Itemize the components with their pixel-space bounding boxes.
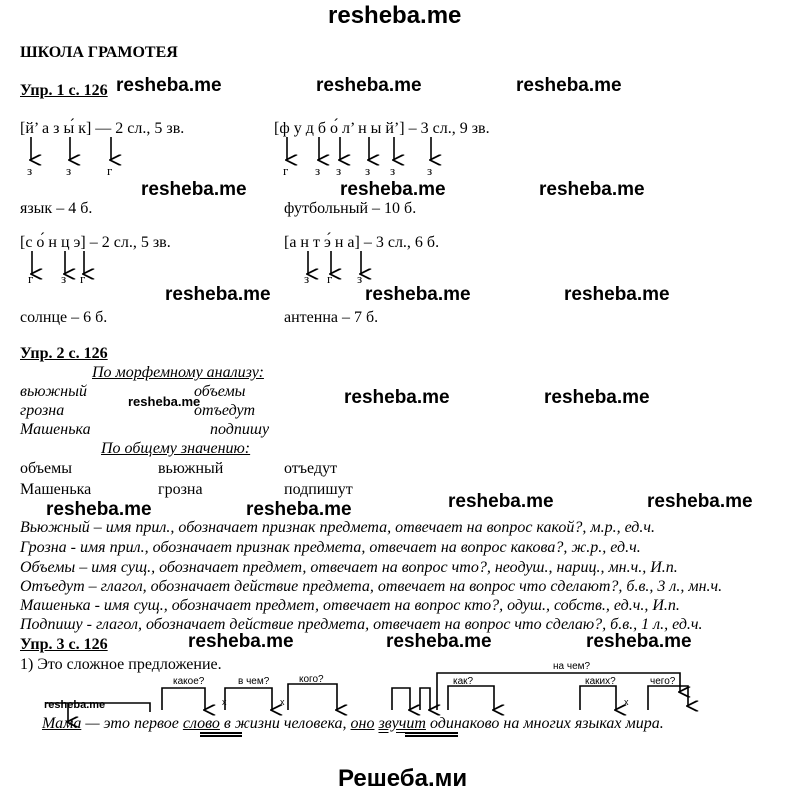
arrow bbox=[288, 684, 337, 710]
question-label: каких? bbox=[585, 676, 616, 687]
meaning-word: отъедут bbox=[284, 460, 338, 477]
subject-ono: оно bbox=[350, 715, 375, 732]
section-heading: ШКОЛА ГРАМОТЕЯ bbox=[20, 44, 178, 61]
morph-heading: По морфемному анализу: bbox=[92, 364, 264, 381]
footer-brand: Решеба.ми bbox=[338, 765, 468, 792]
transcription-solntse: [с о́ н ц э] – 2 сл., 5 зв. bbox=[20, 234, 171, 251]
watermark: resheba.me bbox=[344, 387, 450, 408]
total-solntse: солнце – 6 б. bbox=[20, 309, 108, 326]
sound-mark: з bbox=[315, 163, 321, 178]
arrow bbox=[580, 686, 616, 710]
morph-word: подпишу bbox=[210, 421, 270, 438]
analysis-line: Вьюжный – имя прил., обозначает признак предмета, отвечает на вопрос какой?, м.р., ед.ч. bbox=[20, 519, 656, 536]
morph-word: грозна bbox=[20, 402, 65, 419]
arrow bbox=[45, 703, 150, 712]
morph-word: вьюжный bbox=[20, 383, 87, 400]
morph-word: Машенька bbox=[20, 421, 91, 438]
exercise-1-title: Упр. 1 с. 126 bbox=[20, 82, 108, 99]
meaning-heading: По общему значению: bbox=[101, 440, 251, 457]
total-futbolnyy: футбольный – 10 б. bbox=[284, 200, 417, 217]
sound-mark: з bbox=[66, 163, 72, 178]
watermark: resheba.me bbox=[141, 179, 247, 200]
sound-mark: з bbox=[304, 271, 310, 286]
meaning-word: грозна bbox=[158, 481, 203, 498]
sound-mark: г bbox=[283, 163, 289, 178]
sentence-text: — это первое bbox=[81, 715, 183, 732]
watermark: resheba.me bbox=[516, 75, 622, 96]
watermark: resheba.me bbox=[116, 75, 222, 96]
svg-text:x: x bbox=[624, 697, 629, 707]
sound-mark: з bbox=[357, 271, 363, 286]
watermark: resheba.me bbox=[386, 631, 492, 652]
sound-mark: г bbox=[80, 271, 86, 286]
meaning-word: подпишут bbox=[284, 481, 353, 498]
watermark: resheba.me bbox=[365, 284, 471, 305]
arrow bbox=[225, 688, 272, 710]
sound-mark: з bbox=[427, 163, 433, 178]
meaning-word: вьюжный bbox=[158, 460, 224, 477]
watermark: resheba.me bbox=[128, 394, 201, 409]
sound-mark: з bbox=[390, 163, 396, 178]
analysis-line: Грозна - имя прил., обозначает признак предмета, отвечает на вопрос какова?, ж.р., ед.ч. bbox=[20, 539, 641, 556]
meaning-word: объемы bbox=[20, 460, 72, 477]
question-label: как? bbox=[453, 676, 474, 687]
sound-mark: з bbox=[27, 163, 33, 178]
watermark: resheba.me bbox=[46, 499, 152, 520]
total-antenna: антенна – 7 б. bbox=[284, 309, 379, 326]
subject-slovo: слово bbox=[182, 715, 220, 732]
watermark: resheba.me bbox=[165, 284, 271, 305]
analysis-line: Объемы – имя сущ., обозначает предмет, отвечает на вопрос что?, неодуш., нариц., мн.ч., И.п. bbox=[20, 559, 678, 576]
watermark: resheba.me bbox=[316, 75, 422, 96]
arrow bbox=[448, 686, 494, 710]
watermark: resheba.me bbox=[564, 284, 670, 305]
question-label: чего? bbox=[650, 676, 676, 687]
watermark: resheba.me bbox=[246, 499, 352, 520]
watermark: resheba.me bbox=[544, 387, 650, 408]
sound-mark: г bbox=[107, 163, 113, 178]
arrow bbox=[420, 688, 430, 710]
question-label: в чем? bbox=[238, 676, 270, 687]
site-title: resheba.me bbox=[328, 2, 462, 29]
exercise-3-statement: 1) Это сложное предложение. bbox=[20, 656, 222, 673]
analysis-line: Подпишу - глагол, обозначает действие предмета, отвечает на вопрос что сделаю?, б.в., 1 л., ед.ч. bbox=[20, 616, 703, 633]
sound-mark: з bbox=[365, 163, 371, 178]
watermark: resheba.me bbox=[586, 631, 692, 652]
sentence-text: одинаково на многих языках мира. bbox=[425, 715, 664, 732]
exercise-2-title: Упр. 2 с. 126 bbox=[20, 345, 108, 362]
analysis-line: Отъедут – глагол, обозначает действие предмета, отвечает на вопрос что сделают?, б.в., 3 л., мн.ч. bbox=[20, 578, 723, 595]
watermark: resheba.me bbox=[647, 491, 753, 512]
transcription-antenna: [а н т э́ н а] – 3 сл., 6 б. bbox=[284, 234, 440, 251]
total-yazyk: язык – 4 б. bbox=[20, 200, 93, 217]
transcription-futbolnyy: [ф у д б о́ л’ н ы й’] – 3 сл., 9 зв. bbox=[274, 120, 490, 137]
meaning-word: Машенька bbox=[20, 481, 92, 498]
watermark: resheba.me bbox=[44, 699, 106, 711]
question-label: какое? bbox=[173, 676, 205, 687]
morph-word: отъедут bbox=[194, 402, 256, 419]
watermark: resheba.me bbox=[340, 179, 446, 200]
subject-mama: Мама bbox=[42, 715, 82, 732]
predicate-zvuchit: звучит bbox=[378, 715, 426, 732]
watermark: resheba.me bbox=[188, 631, 294, 652]
watermark: resheba.me bbox=[539, 179, 645, 200]
exercise-3-title: Упр. 3 с. 126 bbox=[20, 636, 108, 653]
arrow bbox=[392, 688, 410, 710]
sound-mark: з bbox=[61, 271, 67, 286]
svg-text:x: x bbox=[280, 697, 285, 707]
transcription-yazyk: [й’ а з ы́ к] — 2 сл., 5 зв. bbox=[20, 120, 185, 137]
svg-text:x: x bbox=[222, 697, 227, 707]
morph-word: объемы bbox=[194, 383, 246, 400]
arrow bbox=[648, 686, 688, 710]
watermark: resheba.me bbox=[448, 491, 554, 512]
question-label: кого? bbox=[299, 674, 324, 685]
arrow bbox=[437, 673, 680, 710]
sound-mark: г bbox=[327, 271, 333, 286]
sound-mark: з bbox=[336, 163, 342, 178]
sound-mark: г bbox=[28, 271, 34, 286]
analysis-line: Машенька - имя сущ., обозначает предмет, отвечает на вопрос кто?, одуш., собств., ед.ч., И.п. bbox=[20, 597, 680, 614]
question-label: на чем? bbox=[553, 661, 591, 672]
arrow bbox=[162, 688, 205, 710]
sentence-text: в жизни человека, bbox=[219, 715, 351, 732]
